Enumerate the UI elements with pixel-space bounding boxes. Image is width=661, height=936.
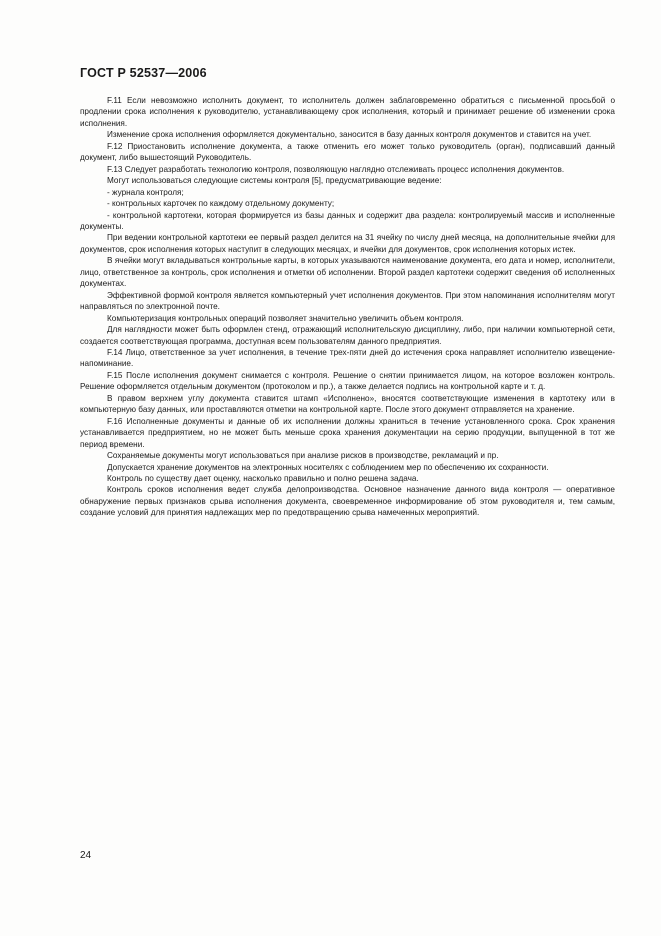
paragraph-f11: F.11 Если невозможно исполнить документ, то исполнитель должен заблаговременно обратиться с письменной просьбой о продлении срока исполнения к руководителю, устанавливающему срок исполнения, который и принимает решение об изменении срока исполнения. [80,96,615,128]
list-item-journal: - журнала контроля; [107,187,184,197]
page-number: 24 [80,850,92,861]
paragraph-stand: Для наглядности может быть оформлен стенд, отражающий исполнительскую дисциплину, либо, при наличии компьютерной сети, создается соответствующая программа, доступная всем пользователям данного предприятия. [80,325,615,346]
list-item-cards: - контрольных карточек по каждому отдельному документу; [107,199,335,209]
paragraph-risk-analysis: Сохраняемые документы могут использоваться при анализе рисков в производстве, рекламаций и пр. [107,451,499,461]
paragraph-deadline-control: Контроль сроков исполнения ведет служба делопроизводства. Основное назначение данного вида контроля — оперативное обнаружение первых признаков срыва исполнения документа, своевременное информирование об этом руководителя и, тем самым, создание условий для принятия надлежащих мер по предотвращению срыва намеченных мероприятий. [80,485,615,518]
paragraph-control-cards: В ячейки могут вкладываться контрольные карты, в которых указываются наименование документа, его дата и номер, исполнители, лицо, ответственное за контроль, срок исполнения и отметки об исполнении. Второй раздел картотеки содержит сведения об исполненных документах. [80,256,615,289]
paragraph-change-deadline: Изменение срока исполнения оформляется документально, заносится в базу данных контроля документов и ставится на учет. [107,130,592,140]
paragraph-control-systems: Могут использоваться следующие системы контроля [5], предусматривающие ведение: [107,176,442,186]
paragraph-card-index-sections: При ведении контрольной картотеки ее первый раздел делится на 31 ячейку по числу дней месяца, на дополнительные ячейки для документов, срок исполнения которых наступит в следующих месяцах, и ячейки для документов, срок исполнения которых истек. [80,233,615,254]
document-title: ГОСТ Р 52537—2006 [80,66,207,80]
paragraph-electronic-storage: Допускается хранение документов на электронных носителях с соблюдением мер по обеспечению их сохранности. [107,462,549,472]
paragraph-f15: F.15 После исполнения документ снимается с контроля. Решение о снятии принимается лицом, на которое возложен контроль. Решение оформляется отдельным документом (протоколом и пр.), а также делается подпись на контрольной карте и т. д. [80,370,615,392]
paragraph-f12: F.12 Приостановить исполнение документа, а также отменить его может только руководитель (орган), подписавший данный документ, либо вышестоящий Руководитель. [80,141,615,163]
paragraph-computer-control: Эффективной формой контроля является компьютерный учет исполнения документов. При этом напоминания исполнителям могут направляться по электронной почте. [80,290,615,312]
paragraph-stamp: В правом верхнем углу документа ставится штамп «Исполнено», вносятся соответствующие изменения в картотеку или в компьютерную базу данных, или проставляются отметки на контрольной карте. После этого документ отправляется на хранение. [80,393,615,415]
document-body [80,95,615,519]
paragraph-control-assessment: Контроль по существу дает оценку, насколько правильно и полно решена задача. [107,473,419,483]
paragraph-f13: F.13 Следует разработать технологию контроля, позволяющую наглядно отслеживать процесс исполнения документов. [107,164,565,174]
paragraph-f16: F.16 Исполненные документы и данные об их исполнении должны храниться в течение установленного срока. Срок хранения устанавливается предприятием, но не может быть меньше срока хранения документации на серию продукции, выпущенной в тот же период времени. [80,416,615,449]
paragraph-f14: F.14 Лицо, ответственное за учет исполнения, в течение трех-пяти дней до истечения срока направляет исполнителю извещение-напоминание. [80,347,615,369]
list-item-card-index: - контрольной картотеки, которая формируется из базы данных и содержит два раздела: контролируемый массив и исполненные документы. [80,210,615,231]
paragraph-computerization: Компьютеризация контрольных операций позволяет значительно увеличить объем контроля. [107,313,464,323]
